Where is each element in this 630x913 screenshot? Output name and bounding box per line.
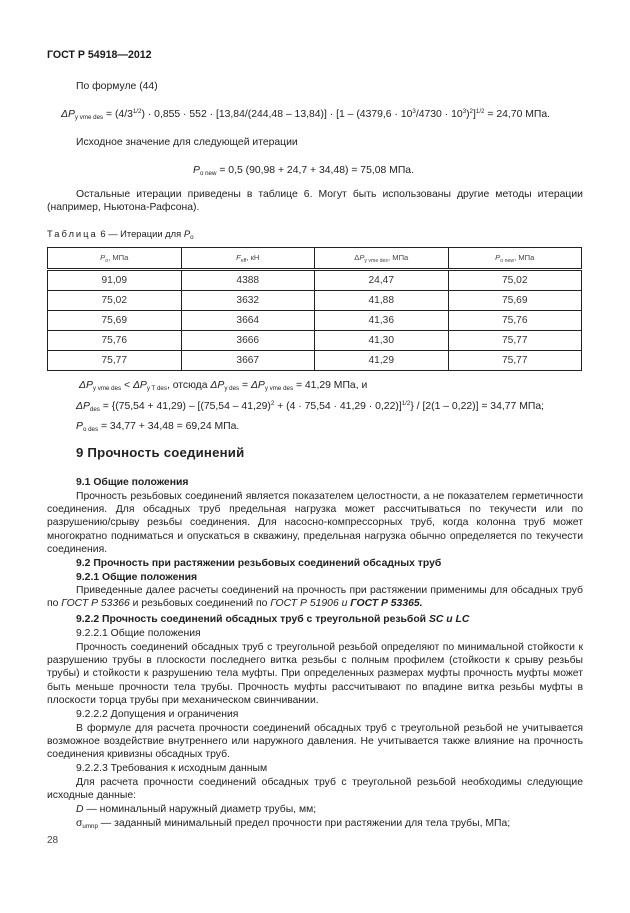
section-9-2-1-heading: 9.2.1 Общие положения <box>76 572 198 583</box>
table-cell: 75,76 <box>448 311 582 331</box>
table-cell: 3632 <box>181 291 315 311</box>
definition-d: D — номинальный наружный диаметр трубы, мм; <box>76 804 317 815</box>
iterations-table <box>47 247 582 371</box>
paragraph-text: В формуле для расчета прочности соединений обсадных труб с треугольной резьбой не учитывается возможное воздействие внутреннего или наружного давления. Не учитывается также влияние на прочность соединения кривизны обсадных труб. <box>47 723 583 761</box>
formula-superscript: 2 <box>469 108 473 115</box>
section-9-2-2-heading: 9.2.2 Прочность соединений обсадных труб с треугольной резьбой SC и LC <box>76 614 470 625</box>
table-row <box>48 351 582 371</box>
section-9-1-heading: 9.1 Общие положения <box>76 477 189 488</box>
table-cell: 75,77 <box>448 331 582 351</box>
formula-text: ] <box>473 109 476 120</box>
table-cell: 75,69 <box>448 291 582 311</box>
table-cell: 91,09 <box>48 270 182 291</box>
column-header-delta-p-vme: $\Delta P_{y vme des}$, МПа <box>315 248 449 270</box>
definition-sigma-umnp: $\sigma_{umnp}$ — заданный минимальный предел прочности при растяжении для тела трубы, МПа; <box>76 818 511 830</box>
next-iteration-label: Исходное значение для следующей итерации <box>76 137 298 148</box>
table-cell: 75,02 <box>448 270 582 291</box>
remaining-iterations-paragraph <box>47 188 583 214</box>
section-9-2-2-1-heading: 9.2.2.1 Общие положения <box>76 628 201 639</box>
formula-text: = 24,70 МПа. <box>484 109 551 120</box>
formula-p-new <box>193 164 414 177</box>
table-row <box>48 291 582 311</box>
formula-superscript: 3 <box>462 108 467 115</box>
section-9-2-2-2-paragraph <box>47 722 583 762</box>
formula-subscript: o new <box>199 170 217 177</box>
table-row <box>48 270 582 291</box>
reference-gost-51906: ГОСТ Р 51906 <box>270 598 339 610</box>
paragraph-text: Приведенные далее расчеты соединений на прочность при растяжении применимы для обсадных труб по ГОСТ Р 53366 и резьбовых соединений по ГОСТ Р 51906 и ГОСТ Р 53365. <box>47 585 583 610</box>
result-p-o-des-line: $P_{o des} = 34,77 + 34,48 = 69,24$ МПа. <box>76 421 240 433</box>
formula-symbol: P <box>193 165 200 176</box>
caption-word: Таблица <box>47 228 98 239</box>
table-cell: 75,77 <box>448 351 582 371</box>
result-delta-p-des-line: $\Delta P_{des} = \{(75,54 + 41,29) - [(75,54 - 41,29)^2 + (4 \cdot 75,54 \cdot 41,29 \cdot 0,22)]^{1/2}\} / [2(1 - 0,22)] = 34,77$ МПа; <box>76 400 544 413</box>
paragraph-text: Остальные итерации приведены в таблице 6. Могут быть использованы другие методы итерации (например, Ньютона-Рафсона). <box>47 189 583 214</box>
formula-text: /4730 · 10 <box>415 109 463 120</box>
paragraph-text: Для расчета прочности соединений обсадных труб с треугольной резьбой необходимы следующие исходные данные: <box>47 777 583 802</box>
caption-symbol: P <box>183 228 191 239</box>
section-9-heading: 9 Прочность соединений <box>76 445 245 460</box>
paragraph-text: Прочность соединений обсадных труб с треугольной резьбой определяют по минимальной стойкости к разрушению трубы в плоскости последнего витка резьбы с полным профилем (стойкости к срыву резьбы трубы) и стойкости к разрушению тела муфты. При определенных размерах муфты прочность муфты может быть меньше прочности тела трубы. Прочность муфты рассчитывают по впадине витка резьбы муфты в плоскости торца трубы при механическом свинчивании. <box>47 642 583 706</box>
caption-text: 6 — Итерации для <box>97 228 184 239</box>
reference-gost-53366: ГОСТ Р 53366 <box>61 598 130 610</box>
column-header-p-o: $P_o$, МПа <box>48 248 182 270</box>
section-9-2-2-1-paragraph <box>47 641 583 707</box>
table-cell: 3664 <box>181 311 315 331</box>
table-caption <box>47 227 194 240</box>
formula-superscript: 1/2 <box>475 108 485 115</box>
formula-delta-p-vme <box>61 108 550 121</box>
formula-text: = (4/3 <box>103 109 133 120</box>
paragraph-text: Прочность резьбовых соединений является показателем целостности, а не показателем герметичности соединения. Для обсадных труб предельная нагрузка может рассчитываться по текучести или по разрушению/срыву резьбы соединения. Для насосно-компрессорных труб, когда колонна труб может многократно подниматься и опускаться в скважину, предельная нагрузка обычно определяется по текучести соединения. <box>47 491 583 555</box>
result-comparison-line: $\Delta P_{y vme des} < \Delta P_{y T des}$, отсюда $\Delta P_{y des} = \Delta P_{y vme des} = 41,29$ МПа, и <box>79 380 368 392</box>
formula-reference: По формуле (44) <box>76 81 158 92</box>
table-cell: 41,88 <box>315 291 449 311</box>
formula-superscript: 1/2 <box>132 108 142 115</box>
standard-code-header: ГОСТ Р 54918—2012 <box>47 49 152 61</box>
table-cell: 41,36 <box>315 311 449 331</box>
table-row <box>48 331 582 351</box>
column-header-p-o-new: $P_{o new}$, МПа <box>448 248 582 270</box>
reference-gost-53365: ГОСТ Р 53365. <box>350 598 423 610</box>
table-cell: 75,69 <box>48 311 182 331</box>
section-9-2-heading: 9.2 Прочность при растяжении резьбовых соединений обсадных труб <box>76 558 442 569</box>
formula-text: = 0,5 (90,98 + 24,7 + 34,48) = 75,08 МПа. <box>216 165 414 176</box>
formula-text: ) · 0,855 · 552 · [13,84/(244,48 – 13,84)] · [1 – (4379,6 · 10 <box>141 109 413 120</box>
page-number: 28 <box>47 835 59 846</box>
section-9-2-2-2-heading: 9.2.2.2 Допущения и ограничения <box>76 709 239 720</box>
section-9-2-2-3-heading: 9.2.2.3 Требования к исходным данным <box>76 763 268 774</box>
formula-text: ) <box>466 109 470 120</box>
table-cell: 41,30 <box>315 331 449 351</box>
formula-subscript: y vme des <box>74 114 104 121</box>
table-cell: 24,47 <box>315 270 449 291</box>
formula-superscript: 3 <box>412 108 416 115</box>
table-cell: 75,76 <box>48 331 182 351</box>
table-cell: 75,77 <box>48 351 182 371</box>
table-header-row <box>48 248 582 270</box>
table-cell: 3666 <box>181 331 315 351</box>
table-row <box>48 311 582 331</box>
table-cell: 41,29 <box>315 351 449 371</box>
column-header-f-eff: $F_{eff}$, кН <box>181 248 315 270</box>
section-9-2-1-paragraph <box>47 584 583 610</box>
formula-symbol: ΔP <box>61 109 75 120</box>
section-9-2-2-3-paragraph <box>47 776 583 802</box>
table-cell: 75,02 <box>48 291 182 311</box>
section-9-1-paragraph <box>47 490 583 556</box>
table-cell: 4388 <box>181 270 315 291</box>
table-cell: 3667 <box>181 351 315 371</box>
caption-subscript: o <box>190 234 194 241</box>
